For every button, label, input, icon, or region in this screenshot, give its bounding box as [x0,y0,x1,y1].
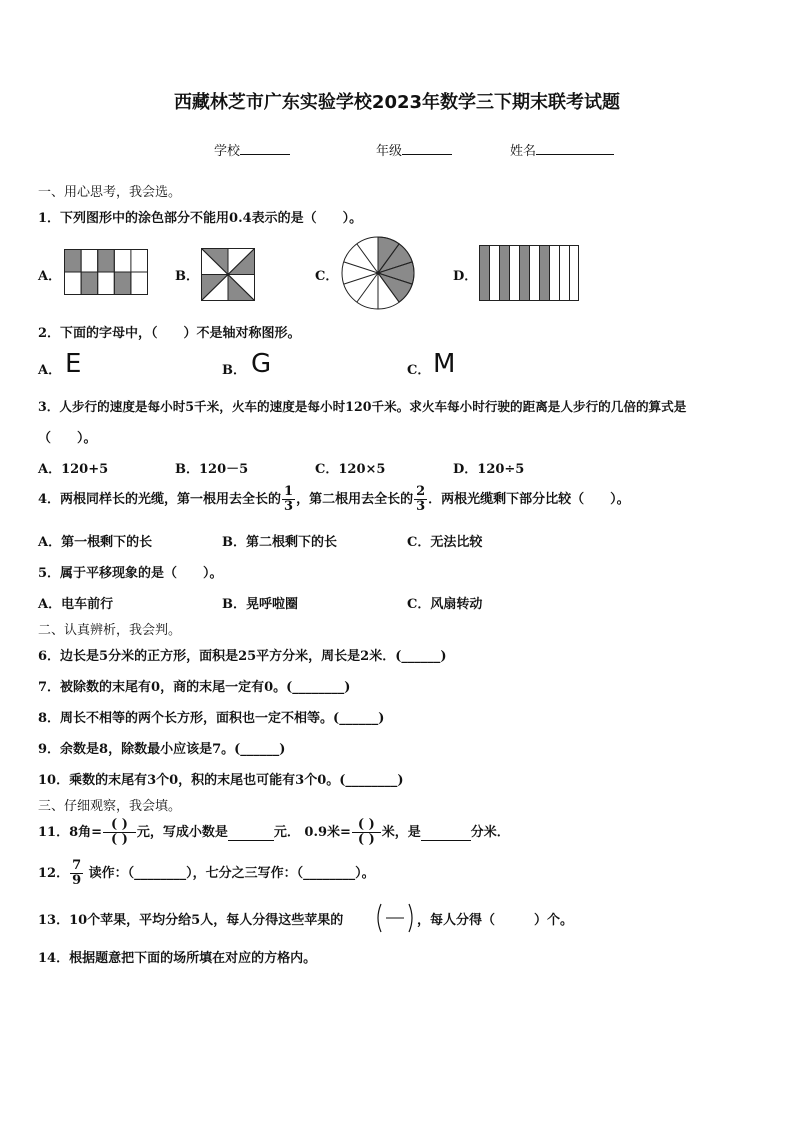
question-11 [38,818,510,847]
q12-fraction-denominator: 9 [72,873,82,888]
q1-option-b-square-figure [201,248,255,301]
school-label: 学校 [214,144,241,159]
grade-label: 年级 [376,144,403,159]
q4-text-part-2: ，第二根用去全长的 [296,492,414,507]
question-3-line-1: 3．人步行的速度是每小时5千米，火车的速度是每小时120千米。求火车每小时行驶的距离是人步行的几倍的算式是 [38,399,687,414]
q2-option-a-label[interactable]: A． [38,363,62,378]
question-5: 5．属于平移现象的是（ ）。 [38,566,223,581]
q1-option-a-label[interactable]: A． [38,269,62,284]
page-title: 西藏林芝市广东实验学校2023年数学三下期末联考试题 [173,92,621,113]
question-12 [38,859,375,888]
q4-fraction-1-numerator: 1 [284,484,294,499]
q3-option-d[interactable]: D．120÷5 [453,462,525,477]
q5-option-a[interactable]: A．电车前行 [38,597,114,612]
q4-fraction-1 [282,485,295,514]
question-8: 8．周长不相等的两个长方形，面积也一定不相等。(______) [38,711,385,726]
q11-fraction-2-numerator[interactable]: ( ) [352,818,381,833]
q4-option-b[interactable]: B．第二根剩下的长 [222,535,337,550]
q13-text-part-2: ，每人分得（ ）个。 [417,913,574,928]
q11-fraction-1 [103,818,136,847]
q11-text-part-5: 分米． [470,825,510,840]
q11-fraction-1-denominator[interactable]: ( ) [111,832,128,847]
q4-option-a[interactable]: A．第一根剩下的长 [38,535,153,550]
q5-option-c[interactable]: C．风扇转动 [407,597,483,612]
q11-text-part-3: 元． 0.9米= [273,825,351,840]
q4-fraction-2 [414,485,427,514]
q1-option-d-label[interactable]: D． [453,269,478,284]
q12-fraction-numerator: 7 [72,858,82,873]
q4-option-c[interactable]: C．无法比较 [407,535,483,550]
q4-fraction-2-denominator: 3 [416,499,426,514]
question-7: 7．被除数的末尾有0，商的末尾一定有0。(________) [38,680,351,695]
q4-text-part-1: 4．两根同样长的光缆，第一根用去全长的 [38,492,282,507]
question-3-line-2: （ ）。 [38,431,97,446]
q2-option-c-label[interactable]: C． [407,363,431,378]
q11-decimal-blank[interactable] [228,825,274,841]
q1-option-d-strip-figure [479,245,579,301]
name-field[interactable] [510,140,614,159]
name-blank[interactable] [536,140,614,155]
school-blank[interactable] [240,140,290,155]
q4-fraction-1-denominator: 3 [284,499,294,514]
q12-text-part-1: 12． [38,866,70,881]
q1-option-c-label[interactable]: C． [315,269,339,284]
q3-option-a[interactable]: A．120+5 [38,462,109,477]
section-3-heading: 三、仔细观察，我会填。 [38,799,182,814]
q12-fraction [70,859,83,888]
q1-option-a-grid-figure [64,249,148,295]
question-1: 1．下列图形中的涂色部分不能用0.4表示的是（ ）。 [38,211,363,226]
q11-fraction-2-denominator[interactable]: ( ) [357,832,375,847]
question-6: 6．边长是5分米的正方形，面积是25平方分米，周长是2米．(______) [38,649,447,664]
q4-fraction-2-numerator: 2 [416,484,426,499]
question-4 [38,485,630,514]
q12-text-part-2: 读作：（________），七分之三写作：（________）。 [84,866,375,881]
question-14: 14．根据题意把下面的场所填在对应的方格内。 [38,951,317,966]
q2-letter-e: E [65,349,82,379]
q3-option-b[interactable]: B．120－5 [175,462,249,477]
q11-fraction-2 [352,818,381,847]
question-10: 10．乘数的末尾有3个0，积的末尾也可能有3个0。(________) [38,773,404,788]
q1-option-c-circle-figure [341,236,415,310]
section-2-heading: 二、认真辨析，我会判。 [38,623,182,638]
q3-option-c[interactable]: C．120×5 [315,462,386,477]
q13-fraction-blank[interactable] [375,902,415,934]
grade-field[interactable] [376,140,452,159]
section-1-heading: 一、用心思考，我会选。 [38,185,182,200]
q2-letter-g: G [251,349,272,379]
q11-decimeter-blank[interactable] [421,825,471,841]
q11-text-part-1: 11．8角= [38,825,103,840]
q11-text-part-4: 米，是 [381,825,421,840]
school-field[interactable] [214,140,290,159]
q2-letter-m: M [433,349,456,379]
question-9: 9．余数是8，除数最小应该是7。(______) [38,742,286,757]
q2-option-b-label[interactable]: B． [222,363,246,378]
q11-text-part-2: 元，写成小数是 [136,825,228,840]
q11-fraction-1-numerator[interactable]: ( ) [103,818,136,833]
q5-option-b[interactable]: B．晃呼啦圈 [222,597,298,612]
grade-blank[interactable] [402,140,452,155]
question-13 [38,909,343,928]
name-label: 姓名 [510,144,537,159]
q4-text-part-3: ．两根光缆剩下部分比较（ ）。 [428,492,630,507]
q13-text-part-1: 13．10个苹果，平均分给5人，每人分得这些苹果的 [38,913,344,928]
question-2: 2．下面的字母中，（ ）不是轴对称图形。 [38,326,301,341]
q1-option-b-label[interactable]: B． [175,269,199,284]
